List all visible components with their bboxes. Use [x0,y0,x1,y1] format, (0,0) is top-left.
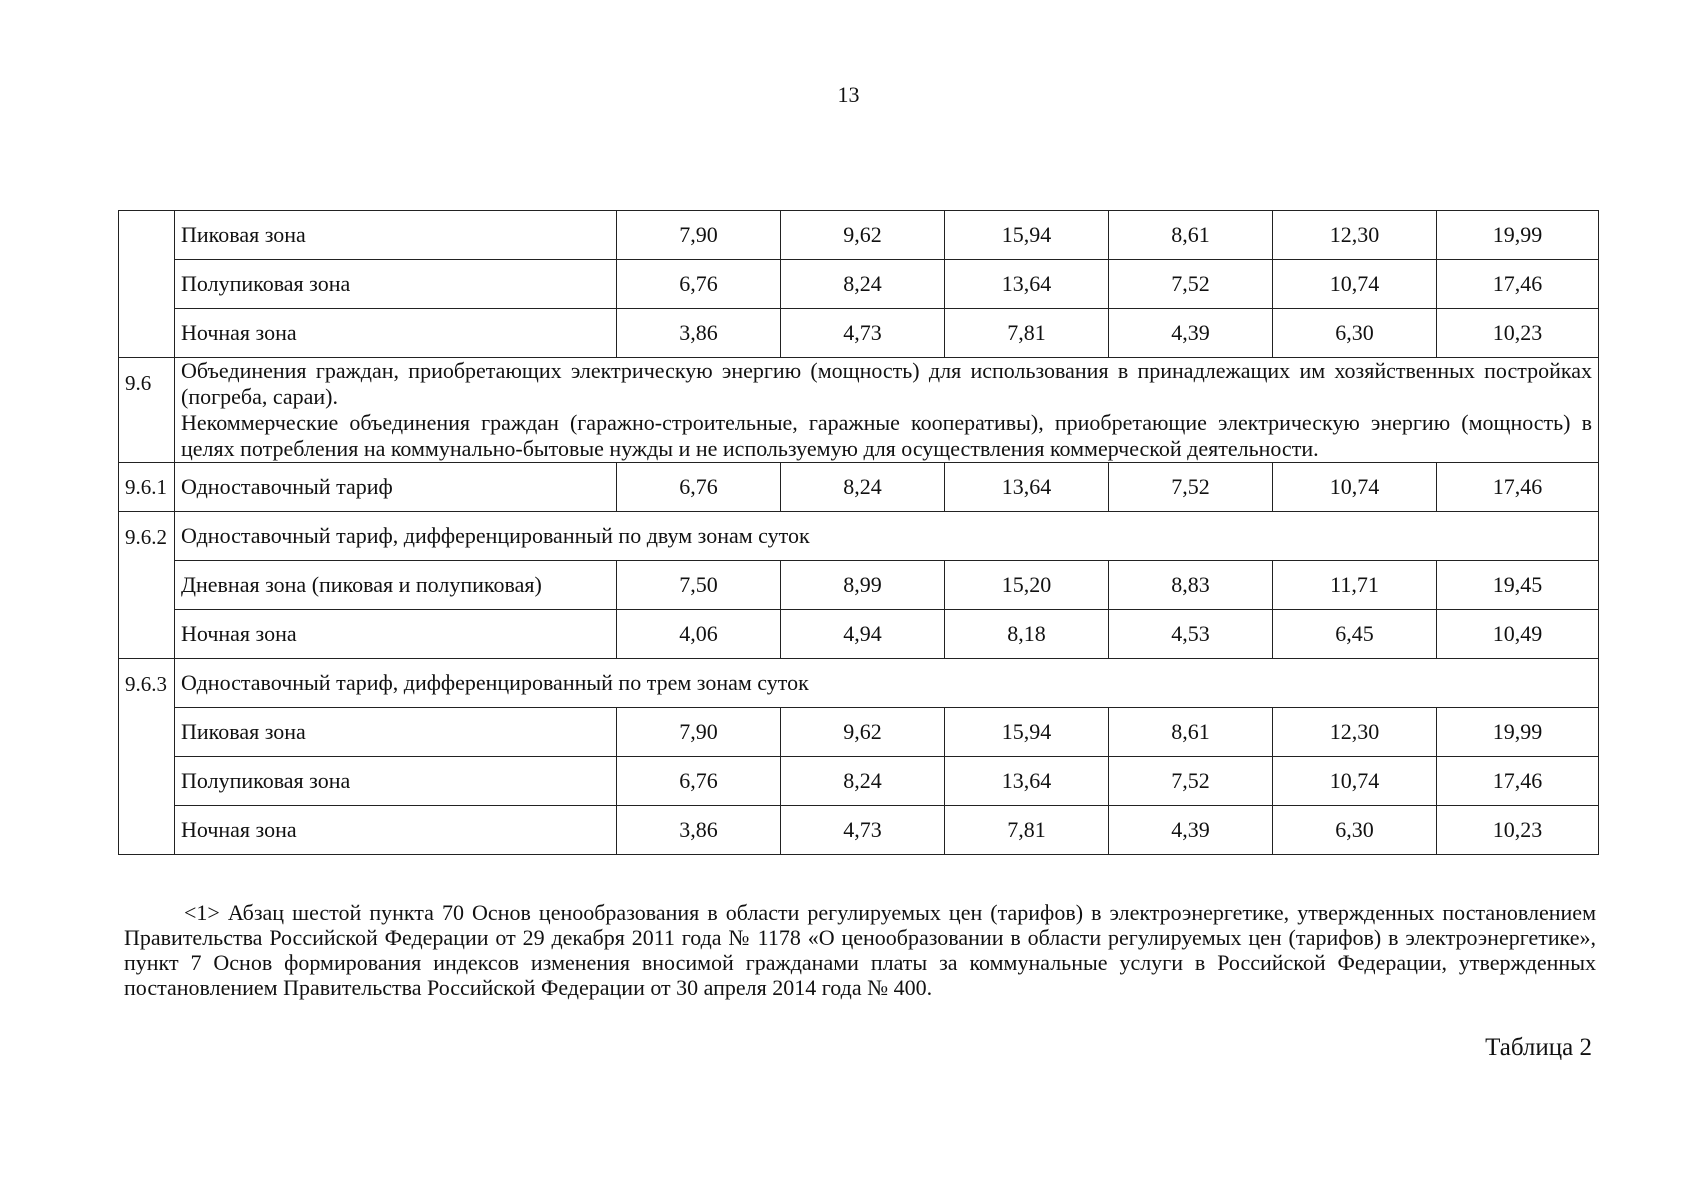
value-cell: 12,30 [1273,211,1437,260]
section-row-9-6-2 [119,512,1599,561]
section-code: 9.6.2 [119,512,175,659]
table-row [119,708,1599,757]
value-cell: 10,74 [1273,757,1437,806]
value-cell: 4,06 [617,610,781,659]
value-cell: 10,23 [1437,309,1599,358]
table-row [119,309,1599,358]
table-row [119,561,1599,610]
value-cell: 7,90 [617,211,781,260]
value-cell: 17,46 [1437,757,1599,806]
value-cell: 7,90 [617,708,781,757]
value-cell: 13,64 [945,757,1109,806]
value-cell: 13,64 [945,463,1109,512]
table-row [119,757,1599,806]
value-cell: 8,99 [781,561,945,610]
value-cell: 10,74 [1273,463,1437,512]
value-cell: 9,62 [781,211,945,260]
value-cell: 4,39 [1109,806,1273,855]
value-cell: 10,23 [1437,806,1599,855]
value-cell: 3,86 [617,806,781,855]
value-cell: 7,52 [1109,463,1273,512]
value-cell: 13,64 [945,260,1109,309]
value-cell: 15,94 [945,708,1109,757]
row-label: Полупиковая зона [175,260,617,309]
value-cell: 4,73 [781,806,945,855]
value-cell: 8,24 [781,260,945,309]
value-cell: 4,73 [781,309,945,358]
value-cell: 12,30 [1273,708,1437,757]
table-row [119,463,1599,512]
row-label: Полупиковая зона [175,757,617,806]
value-cell: 15,94 [945,211,1109,260]
section-title: Одноставочный тариф, дифференцированный по двум зонам суток [175,512,1599,561]
section-code: 9.6.3 [119,659,175,855]
value-cell: 4,39 [1109,309,1273,358]
table-row [119,260,1599,309]
section-description [175,358,1599,463]
row-label: Пиковая зона [175,211,617,260]
table-row [119,610,1599,659]
value-cell: 6,76 [617,463,781,512]
value-cell: 8,61 [1109,708,1273,757]
section-text-1: Объединения граждан, приобретающих электрическую энергию (мощность) для использования в принадлежащих им хозяйственных постройках (погреба, сараи). [181,358,1592,409]
value-cell: 10,74 [1273,260,1437,309]
value-cell: 6,30 [1273,806,1437,855]
section-code: 9.6 [119,358,175,463]
value-cell: 6,45 [1273,610,1437,659]
value-cell: 7,81 [945,309,1109,358]
section-row-9-6 [119,358,1599,463]
table-label: Таблица 2 [1485,1034,1592,1061]
value-cell: 3,86 [617,309,781,358]
section-title: Одноставочный тариф, дифференцированный по трем зонам суток [175,659,1599,708]
value-cell: 7,52 [1109,757,1273,806]
section-code: 9.6.1 [119,463,175,512]
section-row-9-6-3 [119,659,1599,708]
value-cell: 8,18 [945,610,1109,659]
row-label: Ночная зона [175,806,617,855]
footnote: <1> Абзац шестой пункта 70 Основ ценообразования в области регулируемых цен (тарифов) в электроэнергетике, утвержденных постановлением Правительства Российской Федерации от 29 декабря 2011 года № 1178 «О ценообразовании в области регулируемых цен (тарифов) в электроэнергетике», пункт 7 Основ формирования индексов изменения вносимой гражданами платы за коммунальные услуги в Российской Федерации, утвержденных постановлением Правительства Российской Федерации от 30 апреля 2014 года № 400. [124,900,1596,1000]
row-label: Ночная зона [175,309,617,358]
table-row [119,211,1599,260]
value-cell: 8,24 [781,463,945,512]
value-cell: 19,99 [1437,211,1599,260]
code-cell-empty [119,211,175,358]
value-cell: 10,49 [1437,610,1599,659]
row-label: Ночная зона [175,610,617,659]
value-cell: 6,76 [617,757,781,806]
value-cell: 17,46 [1437,463,1599,512]
value-cell: 17,46 [1437,260,1599,309]
tariff-table [118,210,1599,855]
value-cell: 8,83 [1109,561,1273,610]
value-cell: 4,94 [781,610,945,659]
value-cell: 7,52 [1109,260,1273,309]
row-label: Одноставочный тариф [175,463,617,512]
value-cell: 7,81 [945,806,1109,855]
value-cell: 11,71 [1273,561,1437,610]
value-cell: 9,62 [781,708,945,757]
value-cell: 7,50 [617,561,781,610]
value-cell: 15,20 [945,561,1109,610]
value-cell: 19,99 [1437,708,1599,757]
section-text-2: Некоммерческие объединения граждан (гаражно-строительные, гаражные кооперативы), приобретающие электрическую энергию (мощность) в целях потребления на коммунально-бытовые нужды и не используемую для осуществления коммерческой деятельности. [181,410,1592,461]
row-label: Пиковая зона [175,708,617,757]
table-row [119,806,1599,855]
value-cell: 6,30 [1273,309,1437,358]
value-cell: 8,24 [781,757,945,806]
value-cell: 19,45 [1437,561,1599,610]
row-label: Дневная зона (пиковая и полупиковая) [175,561,617,610]
value-cell: 8,61 [1109,211,1273,260]
value-cell: 6,76 [617,260,781,309]
page-number: 13 [837,82,860,107]
value-cell: 4,53 [1109,610,1273,659]
